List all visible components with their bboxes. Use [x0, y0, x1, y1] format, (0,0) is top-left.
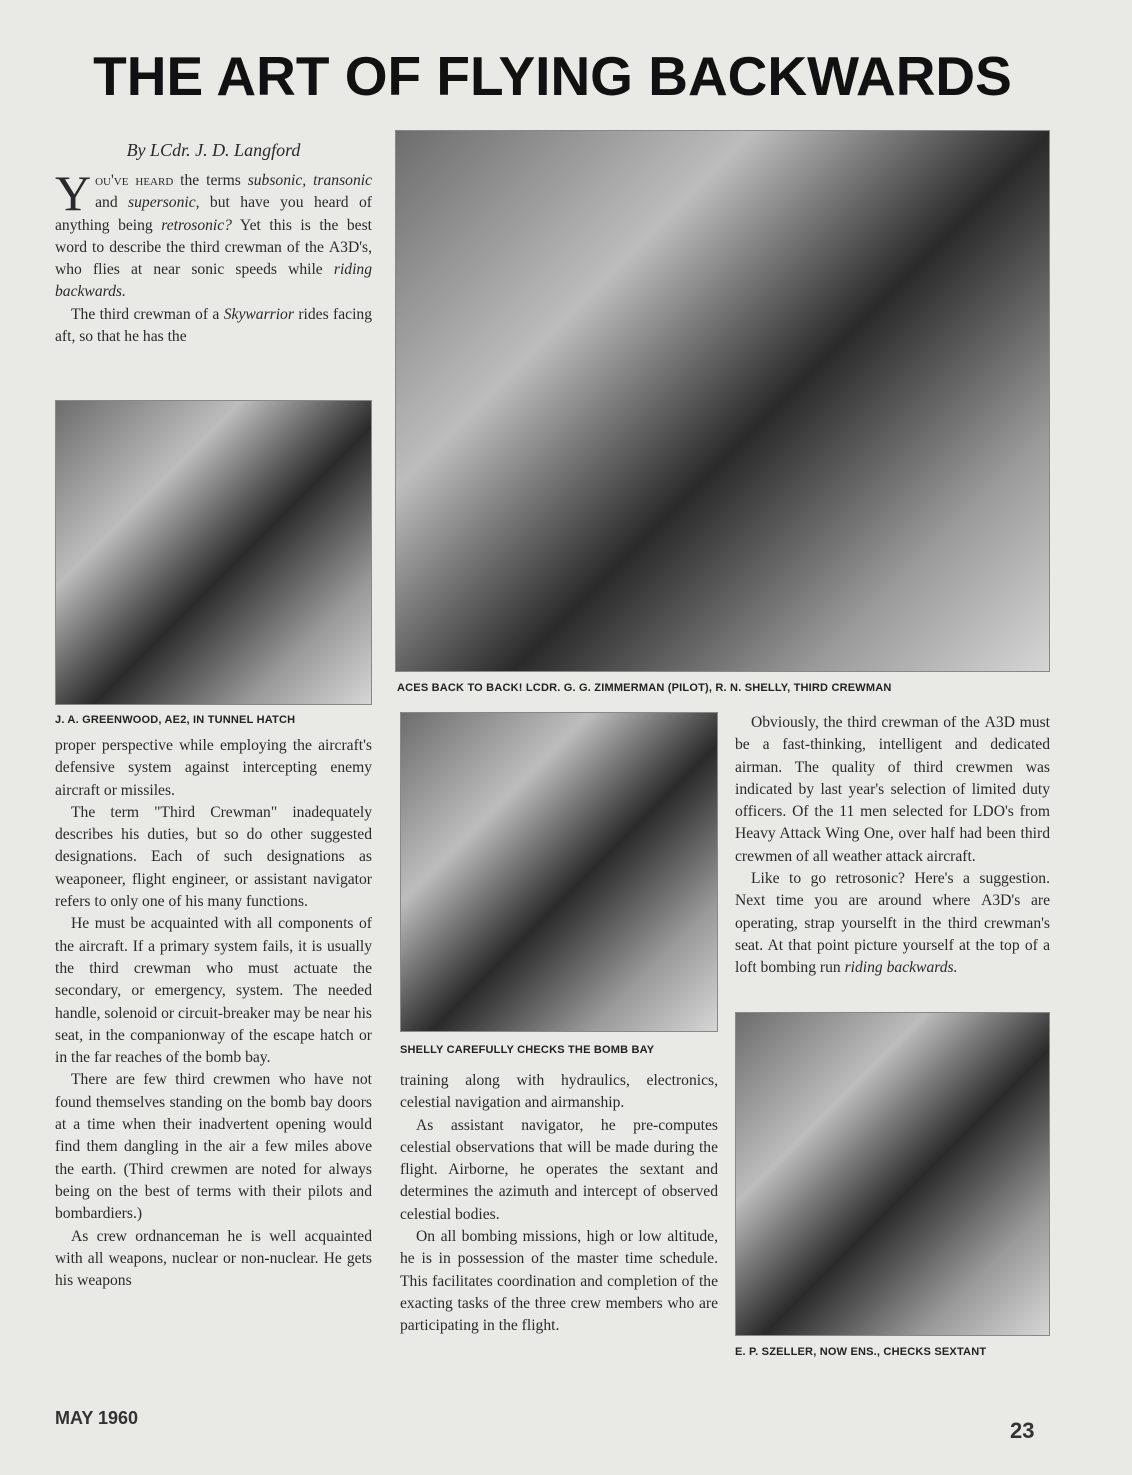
- left-column-text: proper perspective while employing the aircraft's defensive system against intercepting enemy aircraft or missiles. The term "Third Crewman" inadequately describes his duties, but so do other suggested designations. Each of such designations as weaponeer, flight engineer, or assistant navigator refers to only one of his many functions. He must be acquainted with all components of the aircraft. If a primary system fails, it is usually the third crewman who must actuate the secondary, or emergency, system. The needed handle, solenoid or circuit-breaker may be near his seat, in the companionway of the escape hatch or in the far reaches of the bomb bay. There are few third crewmen who have not found themselves standing on the bomb bay doors at a time when their inadvertent opening would find them dangling in the air a few miles above the earth. (Third crewmen are noted for always being on the best of terms with their pilots and bombardiers.) As crew ordnanceman he is well acquainted with all weapons, nuclear or non-nuclear. He gets his weapons: [55, 737, 372, 1290]
- page-number: 23: [1010, 1418, 1035, 1443]
- middle-column-text: training along with hydraulics, electronics, celestial navigation and airmanship. As assistant navigator, he pre-computes celestial observations that will be made during the flight. Airborne, he operates the sextant and determines the azimuth and intercept of observed celestial bodies. On all bombing missions, high or low altitude, he is in possession of the master time schedule. This facilitates coordination and completion of the exacting tasks of the three crew members who are participating in the flight.: [400, 1072, 718, 1335]
- photo-aces-back-to-back: [395, 130, 1050, 672]
- drop-cap: Y: [55, 165, 92, 221]
- right-column-text: Obviously, the third crewman of the A3D must be a fast-thinking, intelligent and dedicated airman. The quality of third crewmen was indicated by last year's selection of limited duty officers. Of the 11 men selected for LDO's from Heavy Attack Wing One, over half had been third crewmen of all weather attack aircraft. Like to go retrosonic? Here's a suggestion. Next time you are around where A3D's are operating, strap yourselft in the third crewman's seat. At that point picture yourself at the top of a loft bombing run riding backwards.: [735, 714, 1051, 977]
- photo-bomb-bay: [400, 712, 718, 1032]
- caption-left: J. A. GREENWOOD, AE2, IN TUNNEL HATCH: [55, 714, 296, 726]
- caption-right: E. P. SZELLER, NOW ENS., CHECKS SEXTANT: [735, 1346, 987, 1358]
- issue-date: MAY 1960: [55, 1408, 139, 1428]
- intro-text: You've heard the terms subsonic, transonic and supersonic, but have you heard of anything being retrosonic? Yet this is the best word to describe the third crewman of the A3D's, who flies at near sonic speeds while riding backwards. The third crewman of a Skywarrior rides facing aft, so that he has the: [55, 165, 372, 346]
- photo-sextant: [735, 1012, 1050, 1336]
- caption-middle: SHELLY CAREFULLY CHECKS THE BOMB BAY: [400, 1044, 655, 1056]
- caption-main: ACES BACK TO BACK! LCDR. G. G. ZIMMERMAN (PILOT), R. N. SHELLY, THIRD CREWMAN: [397, 682, 892, 694]
- article-title: THE ART OF FLYING BACKWARDS: [93, 45, 1012, 107]
- byline: By LCdr. J. D. Langford: [126, 140, 301, 160]
- photo-tunnel-hatch: [55, 400, 372, 705]
